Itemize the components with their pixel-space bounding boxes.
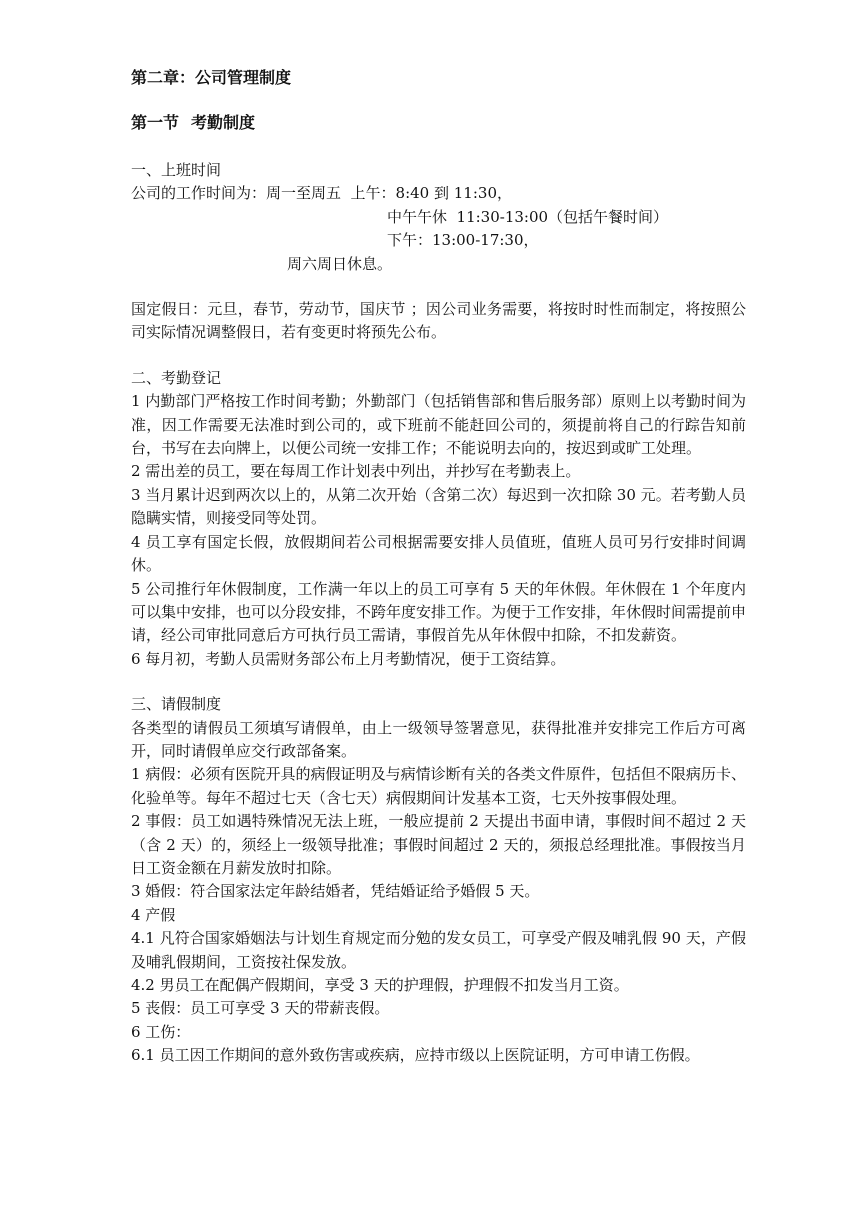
leave-item: 4.1 凡符合国家婚姻法与计划生育规定而分勉的发女员工，可享受产假及哺乳假 90 天，产假及哺乳假期间，工资按社保发放。: [131, 929, 746, 971]
document-page: [131, 62, 746, 1068]
work-hours-heading: 一、上班时间: [131, 161, 222, 179]
leave-item: 2 事假：员工如遇特殊情况无法上班，一般应提前 2 天提出书面申请，事假时间不超过 2 天（含 2 天）的，须经上一级领导批准；事假时间超过 2 天的，须报总经理批准。事假按当月日工资金额在月薪发放时扣除。: [131, 812, 746, 877]
attendance-item: 4 员工享有国定长假，放假期间若公司根据需要安排人员值班，值班人员可另行安排时间调休。: [131, 532, 746, 575]
section-prefix: 第一节: [131, 113, 180, 132]
leave-heading: 三、请假制度: [131, 695, 222, 714]
attendance-item: 3 当月累计迟到两次以上的，从第二次开始（含第二次）每迟到一次扣除 30 元。若考勤人员隐瞒实情，则接受同等处罚。: [131, 485, 746, 528]
chapter-title: 第二章：公司管理制度: [131, 68, 292, 87]
leave-item: 1 病假：必须有医院开具的病假证明及与病情诊断有关的各类文件原件，包括但不限病历卡、化验单等。每年不超过七天（含七天）病假期间计发基本工资，七天外按事假处理。: [131, 765, 746, 807]
leave-item: 4.2 男员工在配偶产假期间，享受 3 天的护理假，护理假不扣发当月工资。: [131, 976, 629, 994]
attendance-item: 5 公司推行年休假制度，工作满一年以上的员工可享有 5 天的年休假。年休假在 1 个年度内可以集中安排，也可以分段安排，不跨年度安排工作。为便于工作安排，年休假时间需提前申请，经公司审批同意后方可执行员工需请，事假首先从年休假中扣除，不扣发薪资。: [131, 579, 747, 645]
section-name: 考勤制度: [191, 113, 256, 132]
attendance-heading: 二、考勤登记: [131, 368, 222, 387]
leave-intro: 各类型的请假员工须填写请假单，由上一级领导签署意见，获得批准并安排完工作后方可离开，同时请假单应交行政部备案。: [131, 718, 746, 760]
leave-item: 3 婚假：符合国家法定年龄结婚者，凭结婚证给予婚假 5 天。: [131, 882, 540, 901]
attendance-item: 1 内勤部门严格按工作时间考勤；外勤部门（包括销售部和售后服务部）原则上以考勤时间为准，因工作需要无法准时到公司的，或下班前不能赶回公司的，须提前将自己的行踪告知前台，书写在去向牌上，以便公司统一安排工作；不能说明去向的，按迟到或旷工处理。: [131, 392, 746, 458]
leave-item: 4 产假: [131, 905, 176, 924]
work-hours-line-3: 下午：13:00-17:30，: [387, 231, 539, 250]
attendance-section: [131, 367, 746, 671]
work-hours-section: [131, 159, 746, 276]
work-hours-line-1: 公司的工作时间为：周一至周五 上午：8:40 到 11:30，: [131, 184, 512, 203]
leave-section: [131, 693, 746, 1068]
holidays-paragraph: 国定假日：元旦，春节，劳动节，国庆节 ；因公司业务需要，将按时时性而制定，将按照公司实际情况调整假日，若有变更时将预先公布。: [131, 300, 746, 342]
leave-item: 6.1 员工因工作期间的意外致伤害或疾病，应持市级以上医院证明，方可申请工伤假。: [131, 1046, 700, 1065]
attendance-item: 2 需出差的员工，要在每周工作计划表中列出，并抄写在考勤表上。: [131, 462, 581, 481]
section-title: [131, 111, 746, 135]
work-hours-line-2: 中午午休 11:30-13:00（包括午餐时间）: [387, 207, 669, 226]
leave-item: 5 丧假：员工可享受 3 天的带薪丧假。: [131, 999, 390, 1018]
work-hours-line-4: 周六周日休息。: [287, 254, 393, 273]
attendance-item: 6 每月初，考勤人员需财务部公布上月考勤情况，便于工资结算。: [131, 649, 566, 668]
leave-item: 6 工伤：: [131, 1022, 191, 1041]
